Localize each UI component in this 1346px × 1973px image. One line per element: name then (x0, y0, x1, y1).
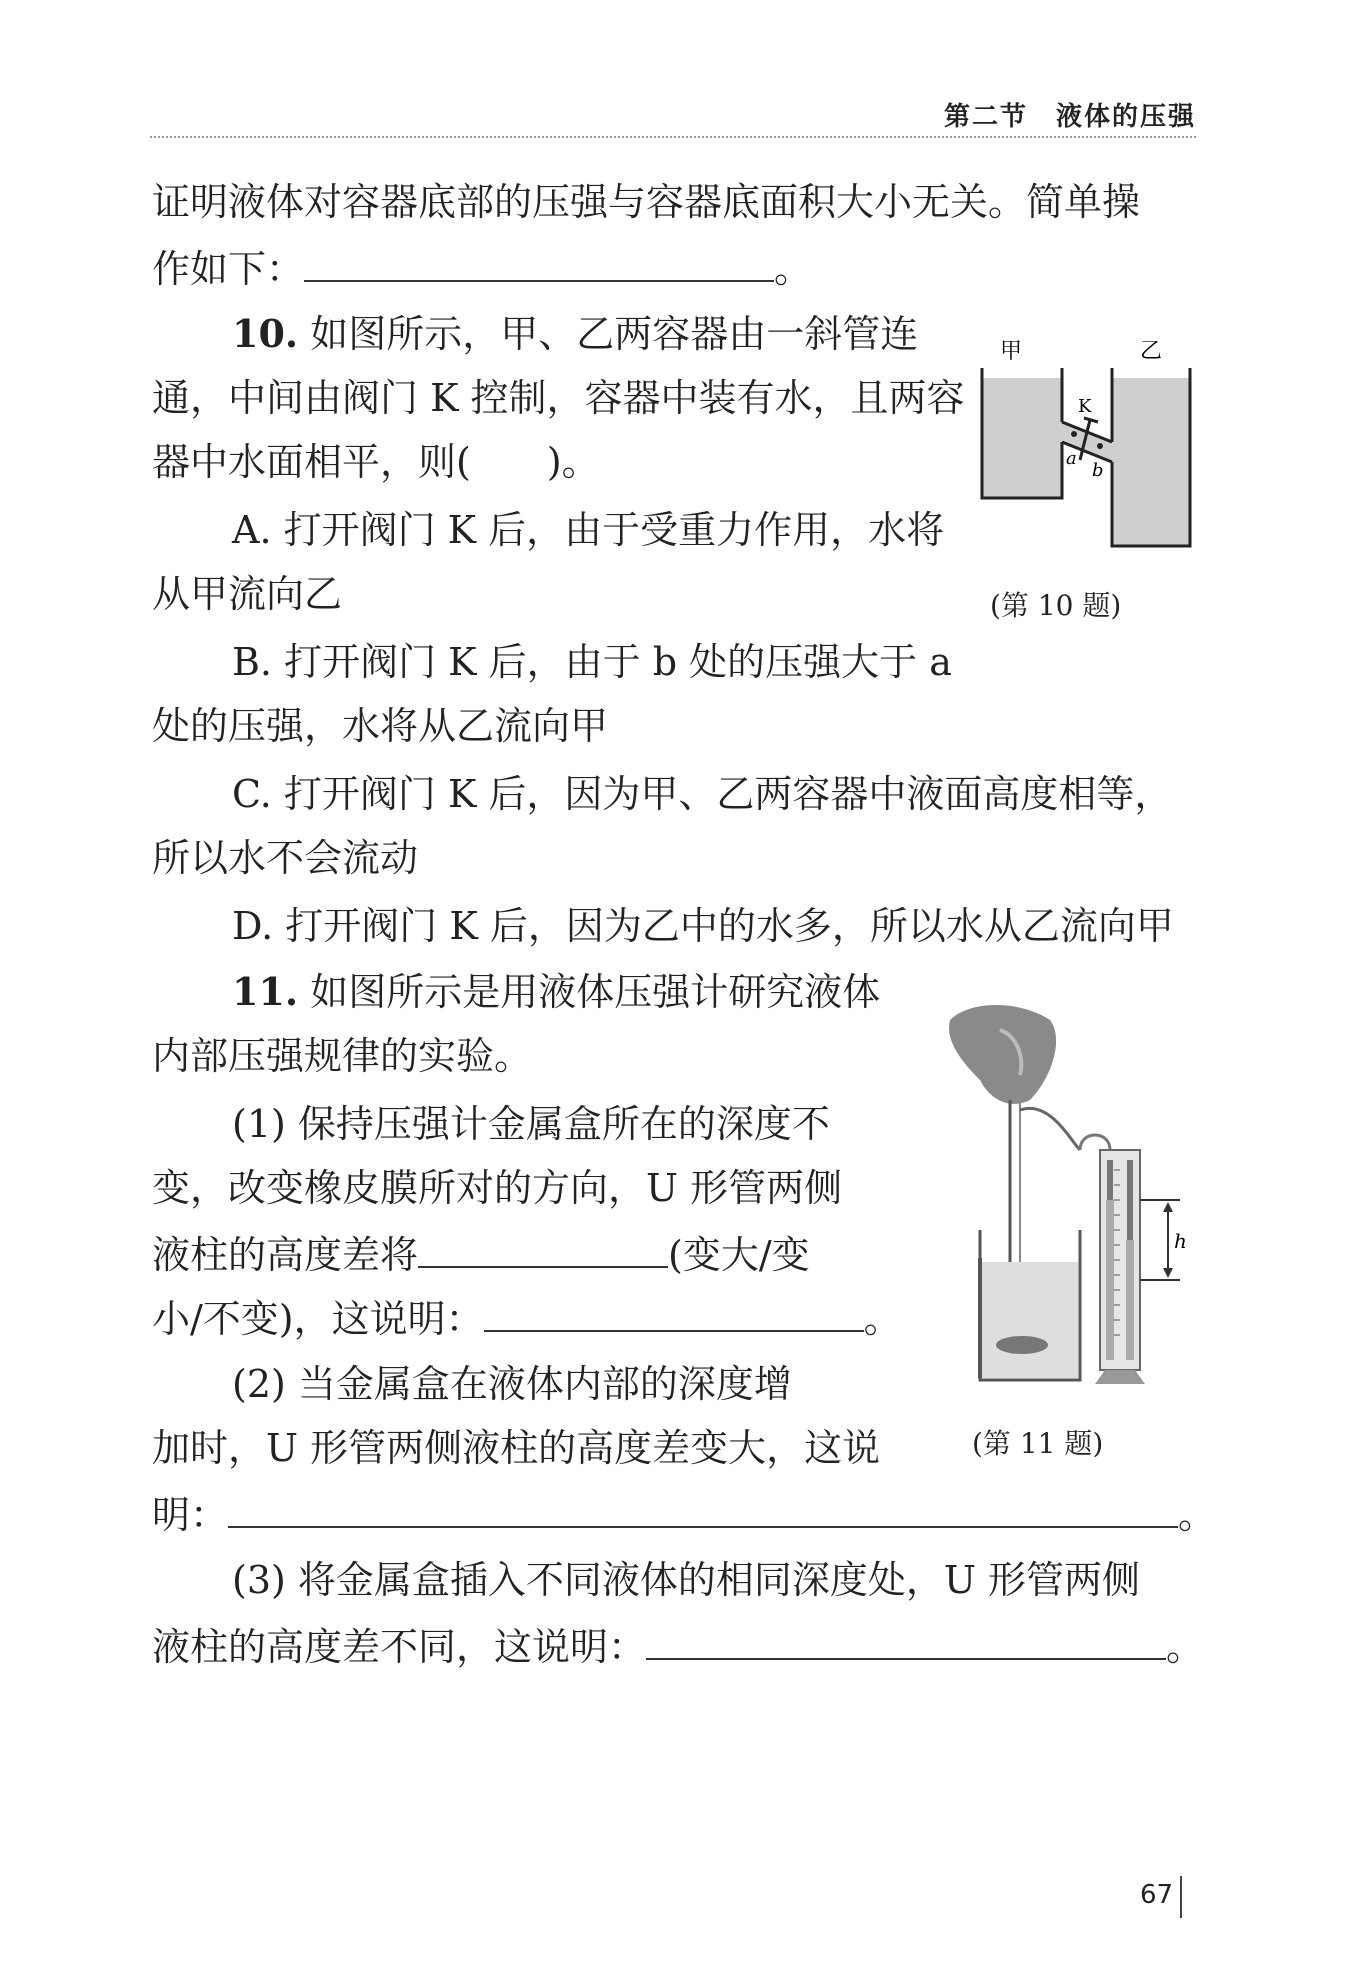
q11-p3-line-1: (3) 将金属盒插入不同液体的相同深度处，U 形管两侧 (232, 1558, 1141, 1602)
q11-line-2: 内部压强规律的实验。 (152, 1034, 533, 1078)
q11-gauge-stand (1095, 1370, 1145, 1384)
q11-p1-line-4-prefix: 小/不变)，这说明： (152, 1297, 484, 1341)
q11-p1-line-1: (1) 保持压强计金属盒所在的深度不 (232, 1102, 830, 1146)
q10-right-water (1112, 378, 1190, 546)
q10-line-2: 通，中间由阀门 K 控制，容器中装有水，且两容 (152, 376, 965, 420)
q11-p1-line-4-suffix: 。 (863, 1297, 902, 1341)
q11-beaker-liquid (982, 1262, 1078, 1378)
q10-option-c-1: C. 打开阀门 K 后，因为甲、乙两容器中液面高度相等， (232, 772, 1173, 816)
q10-line-1 (232, 310, 918, 358)
q11-figure-caption: (第 11 题) (972, 1427, 1104, 1460)
q11-rubber-hose (1020, 1108, 1080, 1150)
q10-option-a-2: 从甲流向乙 (152, 572, 343, 616)
q10-label-jia: 甲 (1000, 339, 1023, 364)
q10-label-yi: 乙 (1140, 339, 1163, 364)
q10-point-a (1071, 431, 1077, 437)
q11-p2-line-1: (2) 当金属盒在液体内部的深度增 (232, 1362, 792, 1406)
q11-label-h: h (1174, 1229, 1187, 1253)
intro-line-2-suffix: 。 (774, 247, 813, 291)
q11-p1-line-4 (152, 1292, 902, 1343)
intro-line-2-prefix: 作如下： (152, 247, 305, 291)
q11-p1-line-2: 变，改变橡皮膜所对的方向，U 形管两侧 (152, 1166, 843, 1210)
page-number: 67 (1140, 1880, 1174, 1910)
q11-p3-explain-blank[interactable] (646, 1620, 1166, 1660)
q10-label-k: K (1078, 396, 1092, 417)
q10-stem-1: 如图所示，甲、乙两容器由一斜管连 (310, 312, 919, 356)
q11-p1-explain-blank[interactable] (484, 1292, 864, 1332)
page-header (150, 96, 1196, 138)
q11-line-1 (232, 968, 880, 1016)
q10-label-a: a (1066, 448, 1077, 469)
q11-p1-line-3 (152, 1228, 810, 1279)
q10-option-c-2: 所以水不会流动 (152, 836, 419, 880)
q10-point-b (1097, 443, 1103, 449)
q11-p1-line-3-suffix: (变大/变 (668, 1233, 810, 1277)
q11-p3-line-2-suffix: 。 (1166, 1625, 1205, 1669)
q11-right-liquid-column (1126, 1240, 1134, 1360)
q11-p1-change-blank[interactable] (418, 1228, 668, 1268)
q10-number: 10. (232, 311, 299, 356)
q11-left-liquid-column (1106, 1200, 1114, 1360)
q10-label-b: b (1092, 460, 1104, 481)
intro-answer-blank[interactable] (304, 242, 774, 282)
q10-option-d-1: D. 打开阀门 K 后，因为乙中的水多，所以水从乙流向甲 (232, 904, 1174, 948)
q10-option-a-1: A. 打开阀门 K 后，由于受重力作用，水将 (232, 508, 945, 552)
q11-pressure-gauge-figure (940, 1000, 1190, 1390)
q11-hand-image (949, 1005, 1056, 1104)
q11-metal-box (996, 1336, 1048, 1354)
q10-line-3: 器中水面相平，则( )。 (152, 440, 600, 484)
q11-p2-line-3-prefix: 明： (152, 1493, 229, 1537)
q11-p3-line-2 (152, 1620, 1204, 1671)
q10-left-water (982, 378, 1062, 498)
q10-figure-caption: (第 10 题) (990, 589, 1122, 622)
q10-option-b-2: 处的压强，水将从乙流向甲 (152, 704, 609, 748)
q11-p1-line-3-prefix: 液柱的高度差将 (152, 1233, 419, 1277)
intro-line-1: 证明液体对容器底部的压强与容器底面积大小无关。简单操 (152, 180, 1141, 224)
q11-p3-line-2-prefix: 液柱的高度差不同，这说明： (152, 1625, 647, 1669)
q11-p2-explain-blank[interactable] (228, 1488, 1178, 1528)
section-title: 第二节 液体的压强 (943, 102, 1196, 132)
q11-number: 11. (232, 969, 299, 1014)
q10-option-b-1: B. 打开阀门 K 后，由于 b 处的压强大于 a (232, 640, 952, 684)
q10-connected-containers-figure (970, 330, 1200, 560)
q11-p2-line-2: 加时，U 形管两侧液柱的高度差变大，这说 (152, 1426, 881, 1470)
q11-p2-line-3-suffix: 。 (1178, 1493, 1217, 1537)
q11-p2-line-3 (152, 1488, 1216, 1539)
q11-stem-1: 如图所示是用液体压强计研究液体 (310, 970, 881, 1014)
intro-line-2 (152, 242, 812, 293)
page-number-divider (1180, 1876, 1182, 1918)
